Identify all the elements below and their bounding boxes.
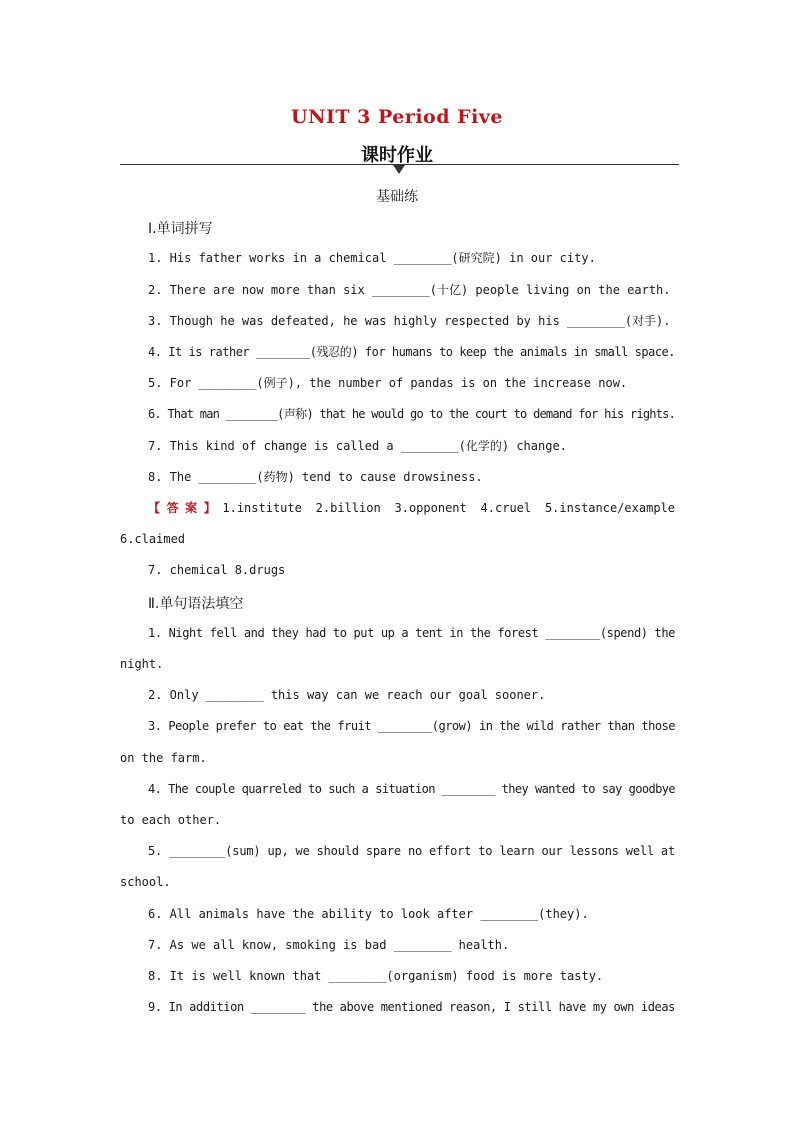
part1-item: 4. It is rather ________(残忍的) for humans to keep the animals in small space. [148,345,675,359]
subsection-title: 基础练 [376,189,418,205]
part2-item: 9. In addition ________ the above mentioned reason, I still have my own ideas [148,1000,675,1014]
answer-line: 7. chemical 8.drugs [148,563,286,577]
part2-item: 2. Only ________ this way can we reach our goal sooner. [148,688,546,702]
part2-item: 7. As we all know, smoking is bad ________ health. [148,938,510,952]
part1-item: 6. That man ________(声称) that he would go to the court to demand for his rights. [148,407,675,421]
answer-line [148,500,675,516]
part1-item: 3. Though he was defeated, he was highly respected by his ________(对手). [148,314,671,328]
part1-item: 5. For ________(例子), the number of pandas is on the increase now. [148,376,628,390]
part2-item-cont: to each other. [120,813,222,827]
part2-item-cont: school. [120,875,171,889]
part2-item: 6. All animals have the ability to look after ________(they). [148,907,589,921]
part1-item: 2. There are now more than six ________(十亿) people living on the earth. [148,283,671,297]
part2-item: 8. It is well known that ________(organism) food is more tasty. [148,969,604,983]
unit-title: UNIT 3 Period Five [291,106,503,128]
part2-heading: Ⅱ.单句语法填空 [148,596,244,612]
part1-item: 8. The ________(药物) tend to cause drowsiness. [148,470,483,484]
part2-item: 4. The couple quarreled to such a situation ________ they wanted to say goodbye [148,782,675,796]
part1-item: 1. His father works in a chemical ________(研究院) in our city. [148,251,596,265]
part2-item: 3. People prefer to eat the fruit ________(grow) in the wild rather than those [148,719,675,733]
part2-item: 1. Night fell and they had to put up a tent in the forest ________(spend) the [148,626,675,640]
part2-item-cont: night. [120,657,164,671]
part1-heading: Ⅰ.单词拼写 [148,221,213,237]
answer-tag: 【答案】 [148,501,223,515]
triangle-marker-icon [393,165,405,174]
answer-line: 6.claimed [120,532,186,546]
part2-item-cont: on the farm. [120,751,207,765]
part2-item: 5. ________(sum) up, we should spare no effort to learn our lessons well at [148,844,675,858]
part1-item: 7. This kind of change is called a ________(化学的) change. [148,439,567,453]
homework-title: 课时作业 [361,145,433,166]
answer-text: 1.institute 2.billion 3.opponent 4.cruel 5.instance/example [222,501,675,515]
